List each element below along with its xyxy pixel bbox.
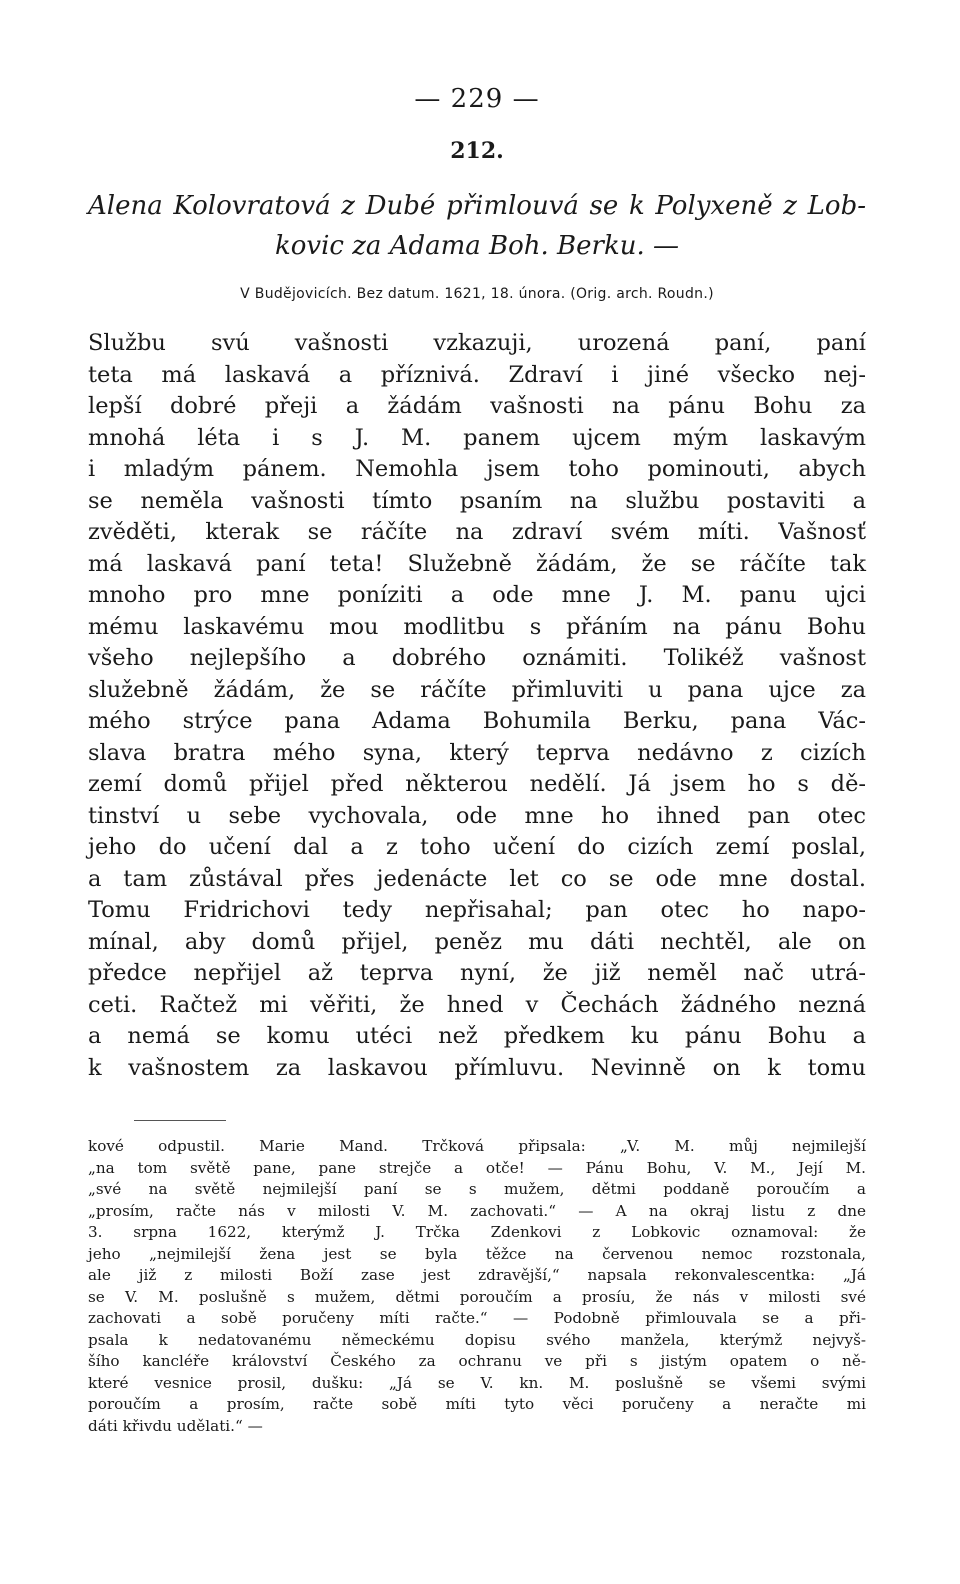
footnote-line: šího kancléře království Českého za ochranu ve při s jistým opatem o ně- bbox=[88, 1352, 866, 1370]
footnote-line: kové odpustil. Marie Mand. Trčková připsala: „V. M. můj nejmilejší bbox=[88, 1137, 866, 1155]
body-line: lepší dobré přeji a žádám vašnosti na pánu Bohu za bbox=[88, 393, 866, 419]
footnote-line: jeho „nejmilejší žena jest se byla těžce na červenou nemoc rozstonala, bbox=[88, 1244, 866, 1263]
footnote-line: které vesnice prosil, dušku: „Já se V. kn. M. poslušně se všemi svými bbox=[88, 1373, 866, 1392]
footnote-line: 3. srpna 1622, kterýmž J. Trčka Zdenkovi z Lobkovic oznamoval: že bbox=[88, 1223, 866, 1241]
body-line: zemí domů přijel před některou nedělí. Já jsem ho s dě- bbox=[88, 771, 866, 797]
body-line: Službu svú vašnosti vzkazuji, urozená paní, paní bbox=[88, 330, 866, 356]
letter-title-line: Alena Kolovratová z Dubé přimlouvá se k Polyxeně z Lob- bbox=[88, 191, 866, 221]
body-line: mnohá léta i s J. M. panem ujcem mým laskavým bbox=[88, 424, 866, 451]
body-line: jeho do učení dal a z toho učení do cizích zemí poslal, bbox=[88, 834, 866, 860]
footnote-line: se V. M. poslušně s mužem, dětmi poroučím a prosíu, že nás v milosti své bbox=[88, 1287, 866, 1306]
body-line: služebně žádám, že se ráčíte přimluviti u pana ujce za bbox=[88, 676, 866, 703]
footnote-line: dáti křivdu udělati.“ — bbox=[88, 1416, 263, 1435]
body-line: k vašnostem za laskavou přímluvu. Nevinně on k tomu bbox=[88, 1054, 866, 1081]
body-line: a nemá se komu utéci než předkem ku pánu Bohu a bbox=[88, 1023, 866, 1049]
footnote bbox=[88, 1136, 866, 1437]
letter-body bbox=[88, 328, 866, 1084]
footnote-divider bbox=[134, 1120, 226, 1121]
footnote-line: „na tom světě pane, pane strejče a otče! — Pánu Bohu, V. M., Její M. bbox=[88, 1158, 866, 1177]
footnote-line: psala k nedatovanému německému dopisu svého manžela, kterýmž nejvyš- bbox=[88, 1330, 866, 1349]
body-line: všeho nejlepšího a dobrého oznámiti. Tolikéž vašnost bbox=[88, 645, 866, 671]
body-line: má laskavá paní teta! Služebně žádám, že se ráčíte tak bbox=[88, 550, 866, 577]
footnote-line: ale již z milosti Boží zase jest zdravější,“ napsala rekonvalescentka: „Já bbox=[88, 1266, 866, 1284]
body-line: mému laskavému mou modlitbu s přáním na pánu Bohu bbox=[88, 613, 866, 640]
body-line: slava bratra mého syna, který teprva nedávno z cizích bbox=[88, 739, 866, 766]
letter-number: 212. bbox=[450, 138, 504, 164]
footnote-line: poroučím a prosím, račte sobě míti tyto věci poručeny a neračte mi bbox=[88, 1395, 866, 1413]
body-line: teta má laskavá a příznivá. Zdraví i jiné všecko nej- bbox=[88, 361, 866, 388]
body-line: Tomu Fridrichovi tedy nepřisahal; pan otec ho napo- bbox=[88, 897, 866, 923]
body-line: i mladým pánem. Nemohla jsem toho pominouti, abych bbox=[88, 456, 866, 482]
body-line: zvěděti, kterak se ráčíte na zdraví svém míti. Vašnosť bbox=[88, 519, 866, 545]
body-line: ceti. Račtež mi věřiti, že hned v Čechách žádného nezná bbox=[88, 991, 866, 1018]
letter-title bbox=[88, 186, 866, 266]
body-line: a tam zůstával přes jedenácte let co se ode mne dostal. bbox=[88, 865, 866, 892]
document-page bbox=[88, 0, 866, 1584]
footnote-line: zachovati a sobě poručeny míti račte.“ — Podobně přimlouvala se a při- bbox=[88, 1309, 866, 1327]
source-line: V Budějovicích. Bez datum. 1621, 18. února. (Orig. arch. Roudn.) bbox=[240, 286, 714, 302]
body-line: předce nepřijel až teprva nyní, že již neměl nač utrá- bbox=[88, 960, 866, 986]
page-number: — 229 — bbox=[414, 84, 540, 114]
body-line: mínal, aby domů přijel, peněz mu dáti nechtěl, ale on bbox=[88, 928, 866, 955]
body-line: se neměla vašnosti tímto psaním na službu postaviti a bbox=[88, 487, 866, 514]
letter-title-line: kovic za Adama Boh. Berku. — bbox=[274, 231, 680, 261]
footnote-line: „své na světě nejmilejší paní se s mužem, dětmi poddaně poroučím a bbox=[88, 1180, 866, 1198]
body-line: tinství u sebe vychovala, ode mne ho ihned pan otec bbox=[88, 802, 866, 829]
body-line: mnoho pro mne poníziti a ode mne J. M. panu ujci bbox=[88, 582, 866, 608]
footnote-line: „prosím, račte nás v milosti V. M. zachovati.“ — A na okraj listu z dne bbox=[88, 1201, 866, 1220]
body-line: mého strýce pana Adama Bohumila Berku, pana Vác- bbox=[88, 708, 866, 734]
